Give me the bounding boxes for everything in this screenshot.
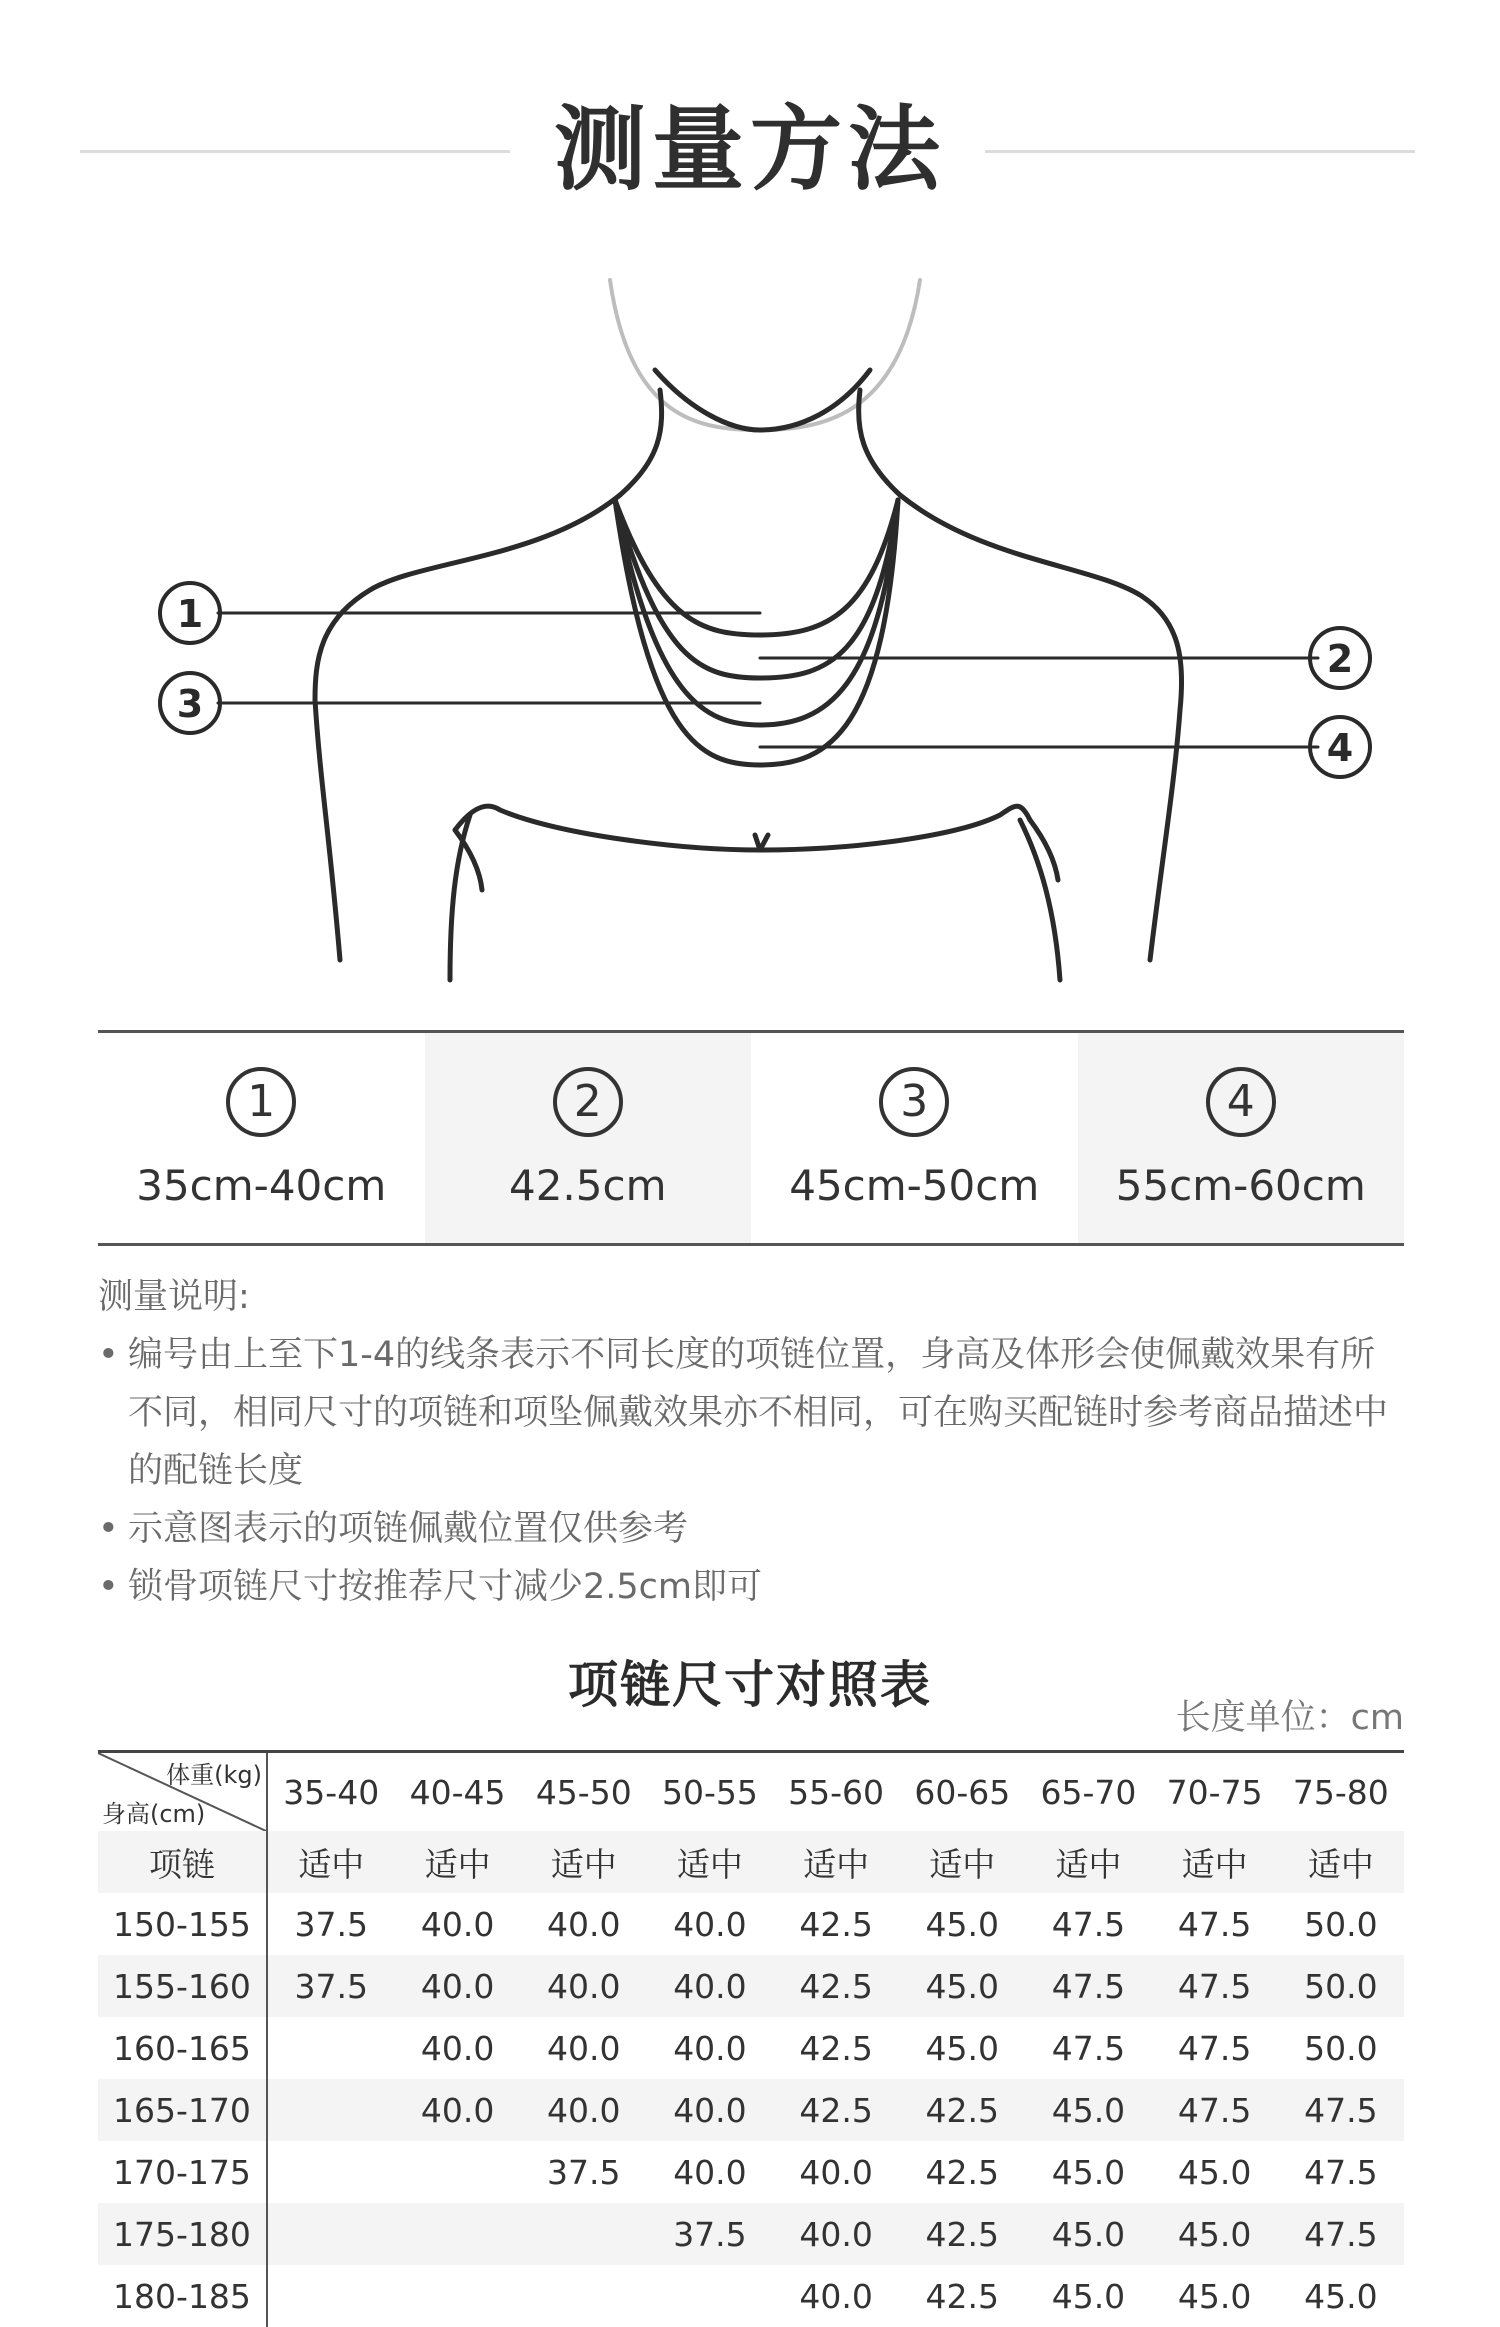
marker-3-label: 3 — [176, 682, 204, 726]
length-cell: 45.0 — [1025, 2079, 1151, 2141]
length-cell: 47.5 — [1177, 1904, 1252, 1944]
length-cell: 40.0 — [395, 2079, 521, 2141]
height-cell: 155-160 — [98, 1955, 267, 2017]
note-item: • 编号由上至下1-4的线条表示不同长度的项链位置，身高及体形会使佩戴效果有所不同，相同尺寸的项链和项坠佩戴效果亦不相同，可在购买配链时参考商品描述中的配链长度 — [98, 1326, 1408, 1500]
weight-header: 50-55 — [661, 1772, 758, 1812]
length-cell: 40.0 — [420, 2028, 495, 2068]
divider-right — [985, 150, 1415, 153]
length-cell: 45.0 — [899, 1955, 1025, 2017]
length-cell: 40.0 — [799, 2152, 873, 2192]
length-cell: 45.0 — [925, 1904, 1000, 1944]
length-cell: 45.0 — [1177, 2152, 1252, 2192]
notes-title: 测量说明: — [98, 1277, 250, 1317]
marker-2-label: 2 — [1326, 637, 1354, 681]
weight-header: 60-65 — [914, 1772, 1011, 1812]
length-cell: 42.5 — [899, 2079, 1025, 2141]
length-cell: 47.5 — [1025, 1955, 1151, 2017]
length-cell — [395, 2141, 521, 2203]
weight-header: 35-40 — [283, 1772, 380, 1812]
length-cell: 50.0 — [1304, 2028, 1378, 2068]
fit-row — [98, 1831, 1404, 1893]
length-cell: 45.0 — [1051, 2276, 1126, 2316]
length-cell: 40.0 — [673, 2028, 747, 2068]
length-cell: 40.0 — [547, 1904, 621, 1944]
length-cell: 42.5 — [925, 2276, 1000, 2316]
necklace-label: 项链 — [98, 1831, 267, 1893]
fit-cell: 适中 — [1152, 1831, 1278, 1893]
size-cell-3 — [751, 1033, 1078, 1243]
notes-list — [98, 1326, 1408, 1616]
height-cell: 170-175 — [98, 2141, 267, 2203]
length-cell — [267, 2203, 395, 2265]
length-cell: 40.0 — [547, 2028, 621, 2068]
length-cell: 37.5 — [294, 1904, 368, 1944]
length-cell — [267, 2265, 395, 2327]
length-cell — [521, 2265, 647, 2327]
length-cell — [267, 2017, 395, 2079]
measurement-notes — [98, 1268, 1408, 1616]
length-cell — [647, 2265, 773, 2327]
corner-weight-label: 体重(kg) — [166, 1761, 262, 1789]
table-row — [98, 2017, 1404, 2079]
length-cell: 42.5 — [799, 2028, 873, 2068]
height-cell: 175-180 — [98, 2203, 267, 2265]
length-cell: 45.0 — [1051, 2152, 1126, 2192]
length-cell — [395, 2265, 521, 2327]
length-cell: 47.5 — [1177, 2028, 1252, 2068]
length-cell: 47.5 — [1051, 1904, 1126, 1944]
height-cell: 150-155 — [98, 1893, 267, 1955]
note-item: • 示意图表示的项链佩戴位置仅供参考 — [98, 1500, 1408, 1558]
note-item: • 锁骨项链尺寸按推荐尺寸减少2.5cm即可 — [98, 1558, 1408, 1616]
marker-1-label: 1 — [176, 592, 204, 636]
table-row — [98, 1955, 1404, 2017]
length-cell: 47.5 — [1278, 2203, 1404, 2265]
fit-cell: 适中 — [1278, 1831, 1404, 1893]
marker-1-badge: 1 — [226, 1067, 296, 1137]
length-cell: 47.5 — [1051, 2028, 1126, 2068]
length-cell: 37.5 — [647, 2203, 773, 2265]
length-cell: 40.0 — [395, 1955, 521, 2017]
marker-4-badge: 4 — [1206, 1067, 1276, 1137]
table-row — [98, 1893, 1404, 1955]
size-cell-2 — [425, 1033, 752, 1243]
length-cell: 40.0 — [647, 2079, 773, 2141]
fit-cell: 适中 — [899, 1831, 1025, 1893]
length-cell: 45.0 — [1177, 2276, 1252, 2316]
weight-header: 70-75 — [1166, 1772, 1263, 1812]
length-cell: 40.0 — [420, 1904, 495, 1944]
page-title: 测量方法 — [553, 96, 946, 203]
fit-cell: 适中 — [773, 1831, 899, 1893]
size-length: 42.5cm — [508, 1160, 667, 1210]
corner-height-label: 身高(cm) — [102, 1800, 206, 1828]
length-cell: 47.5 — [1152, 2079, 1278, 2141]
unit-label: 长度单位：cm — [1175, 1698, 1404, 1738]
table-title: 项链尺寸对照表 — [568, 1656, 932, 1714]
table-row — [98, 2079, 1404, 2141]
size-table — [98, 1750, 1404, 2327]
length-cell: 45.0 — [1025, 2203, 1151, 2265]
weight-header: 65-70 — [1040, 1772, 1137, 1812]
table-row — [98, 2203, 1404, 2265]
length-cell: 42.5 — [925, 2152, 1000, 2192]
size-cell-4 — [1078, 1033, 1405, 1243]
length-cell: 42.5 — [799, 1904, 873, 1944]
size-length: 35cm-40cm — [136, 1160, 387, 1210]
length-cell: 47.5 — [1152, 1955, 1278, 2017]
length-cell: 50.0 — [1304, 1904, 1378, 1944]
length-cell: 42.5 — [899, 2203, 1025, 2265]
weight-header: 75-80 — [1292, 1772, 1389, 1812]
marker-3-badge: 3 — [879, 1067, 949, 1137]
weight-header: 55-60 — [788, 1772, 885, 1812]
fit-cell: 适中 — [647, 1831, 773, 1893]
size-legend — [98, 1030, 1404, 1246]
length-cell: 37.5 — [267, 1955, 395, 2017]
table-header-row — [98, 1752, 1404, 1832]
fit-cell: 适中 — [267, 1831, 395, 1893]
corner-label — [98, 1753, 266, 1831]
height-cell: 160-165 — [98, 2017, 267, 2079]
length-cell: 45.0 — [1304, 2276, 1378, 2316]
fit-cell: 适中 — [521, 1831, 647, 1893]
section-header — [0, 90, 1500, 210]
length-cell: 47.5 — [1304, 2152, 1378, 2192]
length-cell: 40.0 — [673, 1904, 747, 1944]
height-cell: 165-170 — [98, 2079, 267, 2141]
height-cell: 180-185 — [98, 2265, 267, 2327]
table-row — [98, 2265, 1404, 2327]
length-cell: 40.0 — [799, 2276, 873, 2316]
length-cell: 45.0 — [1152, 2203, 1278, 2265]
length-cell: 40.0 — [773, 2203, 899, 2265]
table-row — [98, 2141, 1404, 2203]
size-length: 55cm-60cm — [1115, 1160, 1366, 1210]
length-cell — [267, 2079, 395, 2141]
length-cell: 42.5 — [773, 2079, 899, 2141]
length-cell: 40.0 — [521, 2079, 647, 2141]
length-cell: 50.0 — [1278, 1955, 1404, 2017]
length-cell — [395, 2203, 521, 2265]
size-cell-1 — [98, 1033, 425, 1243]
length-cell: 42.5 — [773, 1955, 899, 2017]
fit-cell: 适中 — [395, 1831, 521, 1893]
length-cell — [267, 2141, 395, 2203]
length-cell — [521, 2203, 647, 2265]
length-cell: 40.0 — [521, 1955, 647, 2017]
length-cell: 45.0 — [925, 2028, 1000, 2068]
length-cell: 40.0 — [647, 1955, 773, 2017]
weight-header: 40-45 — [409, 1772, 506, 1812]
weight-header: 45-50 — [535, 1772, 632, 1812]
length-cell: 37.5 — [547, 2152, 621, 2192]
size-length: 45cm-50cm — [789, 1160, 1040, 1210]
fit-cell: 适中 — [1025, 1831, 1151, 1893]
corner-cell — [98, 1752, 267, 1832]
neck-illustration — [0, 260, 1500, 1000]
marker-2-badge: 2 — [553, 1067, 623, 1137]
length-cell: 47.5 — [1278, 2079, 1404, 2141]
length-cell: 40.0 — [673, 2152, 747, 2192]
marker-4-label: 4 — [1326, 726, 1354, 770]
